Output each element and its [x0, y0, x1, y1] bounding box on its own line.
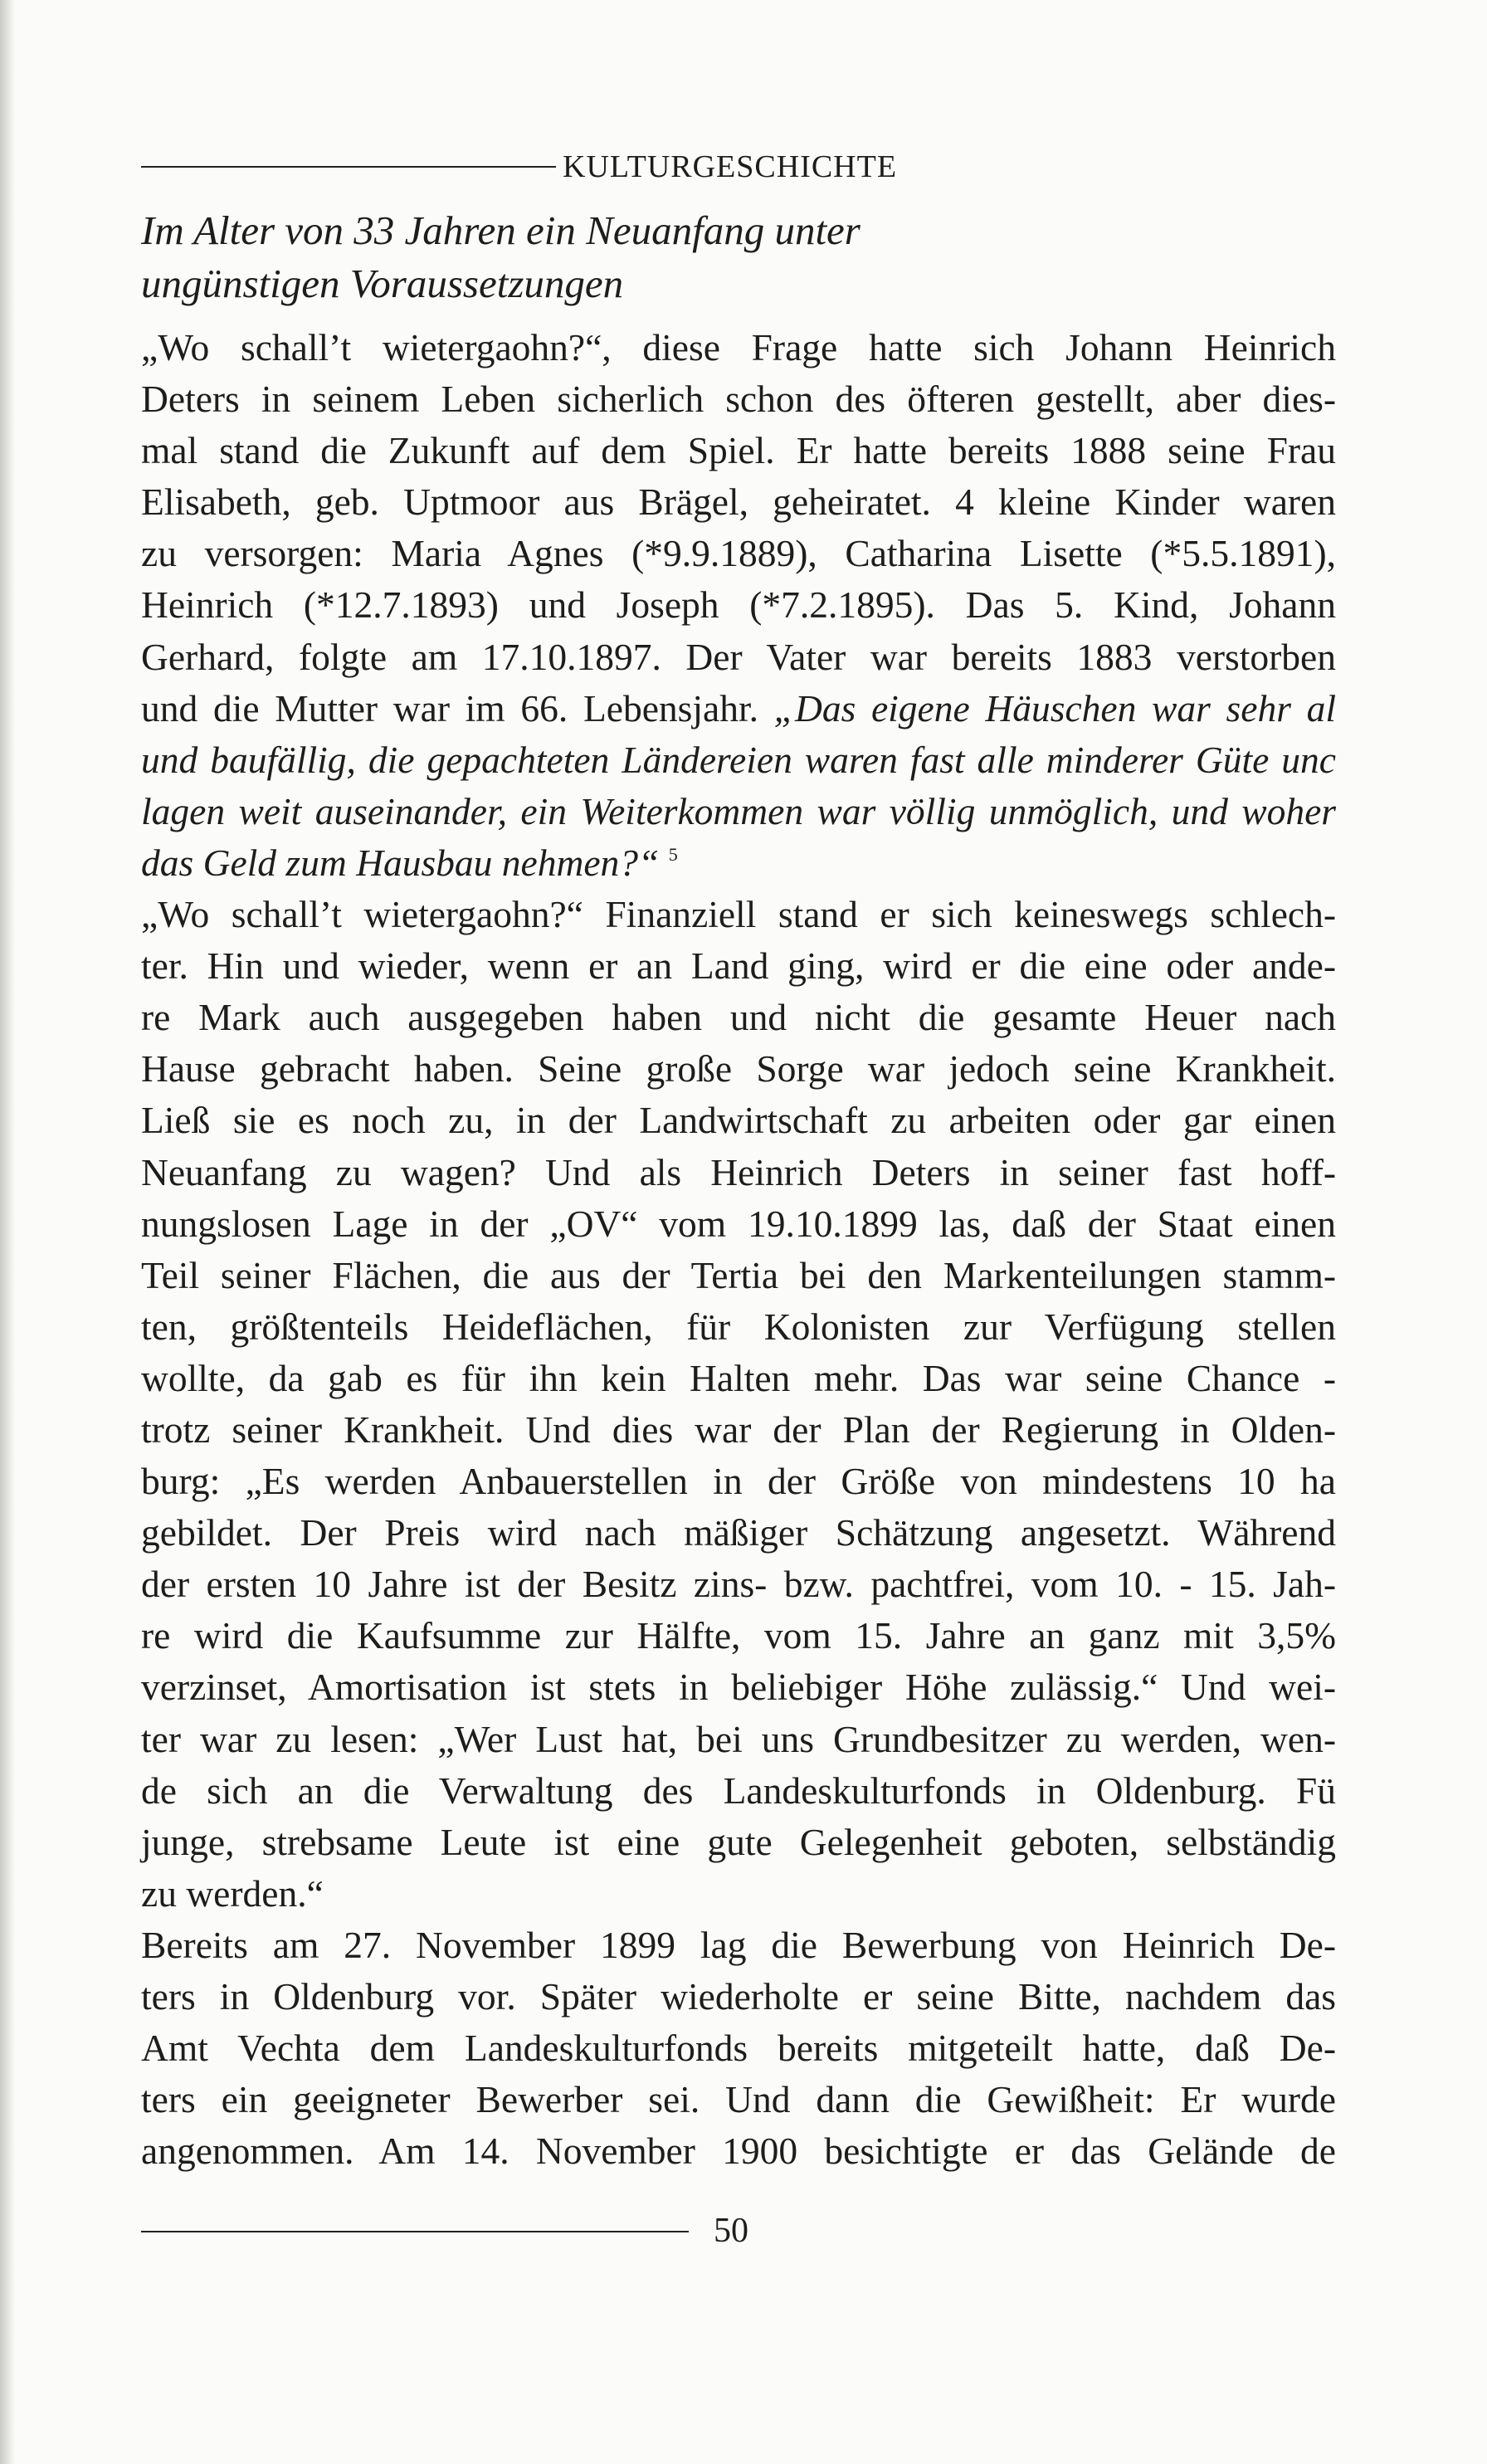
- text-line: Gerhard, folgte am 17.10.1897. Der Vater war bereits 1883 verstorben: [141, 635, 1336, 678]
- text-line: trotz seiner Krankheit. Und dies war der Plan der Regierung in Olden-: [141, 1408, 1336, 1451]
- quote-line: lagen weit auseinander, ein Weiterkommen war völlig unmöglich, und woher: [141, 789, 1336, 832]
- text-line: „Wo schall’t wietergaohn?“ Finanziell stand er sich keineswegs schlech-: [141, 893, 1336, 936]
- text-line: Teil seiner Flächen, die aus der Tertia bei den Markenteilungen stamm-: [141, 1253, 1336, 1296]
- text-line: de sich an die Verwaltung des Landeskulturfonds in Oldenburg. Fü: [141, 1769, 1336, 1812]
- page-number: 50: [714, 2212, 748, 2250]
- text-line: re wird die Kaufsumme zur Hälfte, vom 15. Jahre an ganz mit 3,5%: [141, 1614, 1336, 1657]
- quote-line-last: [141, 837, 1336, 889]
- body-text: [141, 322, 1336, 2177]
- text-line: Bereits am 27. November 1899 lag die Bewerbung von Heinrich De-: [141, 1923, 1336, 1966]
- article-subheading: [141, 204, 1220, 310]
- text-line: „Wo schall’t wietergaohn?“, diese Frage hatte sich Johann Heinrich: [141, 326, 1336, 368]
- text-line-last: zu werden.“: [141, 1871, 324, 1915]
- page-gutter-shadow: [0, 0, 15, 2464]
- quote-line: und baufällig, die gepachteten Ländereien waren fast alle minderer Güte unc: [141, 738, 1336, 781]
- running-header: [141, 146, 1328, 196]
- text-line: junge, strebsame Leute ist eine gute Gelegenheit geboten, selbständig: [141, 1820, 1336, 1863]
- text-line: burg: „Es werden Anbauerstellen in der Größe von mindestens 10 ha: [141, 1460, 1336, 1503]
- text-line: Heinrich (*12.7.1893) und Joseph (*7.2.1895). Das 5. Kind, Johann: [141, 583, 1336, 627]
- text-line: Elisabeth, geb. Uptmoor aus Brägel, geheiratet. 4 kleine Kinder waren: [141, 481, 1336, 524]
- footnote-ref: 5: [668, 843, 678, 865]
- text-line: re Mark auch ausgegeben haben und nicht die gesamte Heuer nach: [141, 996, 1336, 1039]
- quote-run: „Das eigene Häuschen war sehr al: [773, 686, 1336, 729]
- subheading-line-2: ungünstigen Voraussetzungen: [141, 261, 624, 306]
- page-footer: [141, 2208, 971, 2257]
- subheading-line-1: Im Alter von 33 Jahren ein Neuanfang unter: [141, 207, 861, 253]
- text-line: Amt Vechta dem Landeskulturfonds bereits mitgeteilt hatte, daß De-: [141, 2027, 1336, 2070]
- text-line: ter. Hin und wieder, wenn er an Land ging, wird er die eine oder ande-: [141, 944, 1336, 988]
- text-line: Deters in seinem Leben sicherlich schon des öfteren gestellt, aber dies-: [141, 378, 1336, 421]
- text-line: zu versorgen: Maria Agnes (*9.9.1889), Catharina Lisette (*5.5.1891),: [141, 532, 1336, 575]
- text-line: mal stand die Zukunft auf dem Spiel. Er hatte bereits 1888 seine Frau: [141, 429, 1336, 472]
- quote-run: das Geld zum Hausbau nehmen?“: [141, 841, 660, 884]
- header-rule: [141, 166, 556, 168]
- text-line: nungslosen Lage in der „OV“ vom 19.10.1899 las, daß der Staat einen: [141, 1202, 1336, 1245]
- text-line: verzinset, Amortisation ist stets in beliebiger Höhe zulässig.“ Und wei-: [141, 1666, 1336, 1709]
- text-line: gebildet. Der Preis wird nach mäßiger Schätzung angesetzt. Während: [141, 1511, 1336, 1554]
- text-line: Ließ sie es noch zu, in der Landwirtschaft zu arbeiten oder gar einen: [141, 1099, 1336, 1142]
- text-line: der ersten 10 Jahre ist der Besitz zins- bzw. pachtfrei, vom 10. - 15. Jah-: [141, 1563, 1336, 1606]
- text-line: Neuanfang zu wagen? Und als Heinrich Deters in seiner fast hoff-: [141, 1150, 1336, 1193]
- text-line: ters in Oldenburg vor. Später wiederholte er seine Bitte, nachdem das: [141, 1975, 1336, 2018]
- text-run: und die Mutter war im 66. Lebensjahr.: [141, 686, 774, 729]
- text-line: wollte, da gab es für ihn kein Halten mehr. Das war seine Chance -: [141, 1356, 1336, 1399]
- section-label: KULTURGESCHICHTE: [563, 149, 898, 184]
- text-line: angenommen. Am 14. November 1900 besichtigte er das Gelände de: [141, 2130, 1336, 2173]
- text-line: ten, größtenteils Heideflächen, für Kolonisten zur Verfügung stellen: [141, 1305, 1336, 1348]
- text-line-mixed: [141, 683, 1336, 734]
- text-line: ters ein geeigneter Bewerber sei. Und dann die Gewißheit: Er wurde: [141, 2078, 1336, 2121]
- footer-rule: [141, 2231, 689, 2232]
- text-line: Hause gebracht haben. Seine große Sorge war jedoch seine Krankheit.: [141, 1047, 1336, 1091]
- text-line: ter war zu lesen: „Wer Lust hat, bei uns Grundbesitzer zu werden, wen-: [141, 1717, 1336, 1760]
